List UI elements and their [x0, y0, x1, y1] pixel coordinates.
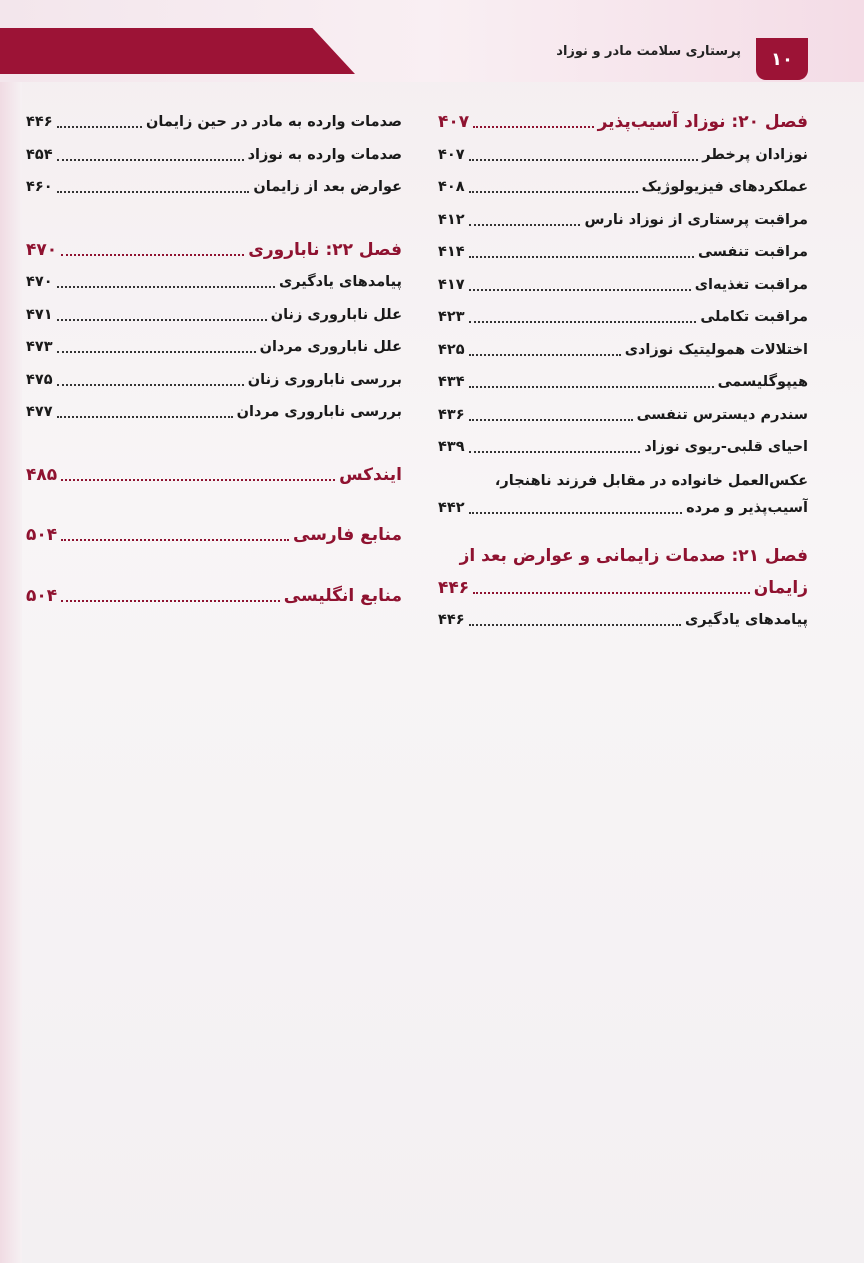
- dot-leader: [61, 539, 289, 541]
- page-ref: ۴۰۷: [438, 146, 465, 163]
- toc-item[interactable]: [438, 236, 808, 269]
- toc-item[interactable]: [438, 204, 808, 237]
- page-edge-strip: [0, 60, 22, 1263]
- dot-leader: [57, 191, 250, 193]
- dot-leader: [469, 321, 697, 323]
- dot-leader: [57, 384, 244, 386]
- toc-item-title: سندرم دیسترس تنفسی: [636, 406, 808, 423]
- page-ref: ۴۷۰: [26, 274, 53, 290]
- dot-leader: [469, 191, 638, 193]
- chapter-title: منابع انگلیسی: [283, 585, 402, 606]
- dot-leader: [61, 600, 280, 602]
- toc-item-title: مراقبت تغذیه‌ای: [694, 276, 808, 293]
- page-ref: ۴۳۹: [438, 439, 465, 455]
- spacer: [438, 522, 808, 540]
- page-ref: ۴۷۷: [26, 404, 53, 420]
- page-ref: ۵۰۴: [26, 585, 58, 606]
- toc-item-title: پیامدهای یادگیری: [279, 274, 402, 290]
- page-ref: ۴۶۰: [26, 179, 53, 195]
- page-ref: ۴۴۶: [26, 114, 53, 130]
- toc-item[interactable]: [26, 331, 402, 364]
- toc-item[interactable]: [26, 396, 402, 429]
- chapter-title: منابع فارسی: [293, 525, 402, 545]
- dot-leader: [469, 289, 691, 291]
- toc-item-title: مراقبت تکاملی: [700, 309, 808, 325]
- toc-item[interactable]: [438, 399, 808, 432]
- dot-leader: [469, 159, 699, 161]
- toc-item[interactable]: [26, 266, 402, 299]
- toc-item[interactable]: [26, 171, 402, 204]
- dot-leader: [469, 624, 681, 626]
- page-ref: ۴۷۱: [26, 306, 53, 323]
- toc-item-wrapped[interactable]: [438, 468, 808, 522]
- toc-item[interactable]: [26, 299, 402, 332]
- toc-item[interactable]: [438, 431, 808, 464]
- toc-left-column: [26, 106, 402, 612]
- dot-leader: [57, 286, 275, 288]
- chapter-title-line1: فصل ۲۱: صدمات زایمانی و عوارض بعد از: [459, 545, 808, 566]
- page-ref: ۴۲۵: [438, 341, 465, 358]
- index-entry[interactable]: [26, 459, 402, 492]
- toc-right-column: [438, 106, 808, 637]
- dot-leader: [469, 419, 633, 421]
- book-title: پرستاری سلامت مادر و نوزاد: [556, 44, 741, 59]
- page-number: ۱۰: [756, 38, 808, 80]
- dot-leader: [469, 224, 581, 226]
- dot-leader: [57, 416, 233, 418]
- toc-item[interactable]: [26, 364, 402, 397]
- page-ref: ۴۲۳: [438, 309, 465, 325]
- page-ref: ۴۷۵: [26, 371, 53, 388]
- chapter-22-entry[interactable]: [26, 234, 402, 267]
- page-ref: ۴۴۶: [438, 577, 470, 598]
- english-references-entry[interactable]: [26, 580, 402, 613]
- page-ref: ۴۸۵: [26, 464, 58, 485]
- toc-item[interactable]: [438, 171, 808, 204]
- page-ref: ۴۳۴: [438, 374, 465, 390]
- toc-item[interactable]: [438, 269, 808, 302]
- chapter-title: ایندکس: [339, 464, 402, 485]
- toc-item-last-line: [438, 494, 808, 522]
- toc-item[interactable]: [438, 301, 808, 334]
- toc-item[interactable]: [438, 604, 808, 637]
- toc-item-title: نوزادان پرخطر: [702, 146, 808, 163]
- toc-item-title: بررسی ناباروری زنان: [247, 371, 402, 388]
- page-ref: ۴۷۳: [26, 339, 53, 355]
- page-ref: ۴۱۴: [438, 244, 465, 260]
- toc-item-title: بررسی ناباروری مردان: [236, 404, 402, 420]
- page-ref: ۴۰۷: [438, 112, 470, 132]
- toc-item-title-line1: عکس‌العمل خانواده در مقابل فرزند ناهنجار،: [494, 472, 808, 489]
- dot-leader: [469, 451, 641, 453]
- page-ref: ۴۳۶: [438, 406, 465, 423]
- dot-leader: [473, 126, 593, 128]
- dot-leader: [469, 256, 694, 258]
- toc-item-title: مراقبت پرستاری از نوزاد نارس: [584, 211, 808, 228]
- dot-leader: [57, 126, 142, 128]
- spacer: [26, 552, 402, 580]
- toc-item-title: علل ناباروری زنان: [270, 306, 402, 323]
- toc-item-title: اختلالات همولیتیک نوزادی: [624, 341, 808, 358]
- dot-leader: [469, 386, 714, 388]
- toc-item[interactable]: [26, 139, 402, 172]
- page-ref: ۴۴۲: [438, 499, 465, 516]
- chapter-title: فصل ۲۰: نوزاد آسیب‌پذیر: [597, 112, 808, 132]
- toc-item[interactable]: [438, 139, 808, 172]
- page-ref: ۴۱۷: [438, 276, 465, 293]
- spacer: [26, 204, 402, 234]
- toc-item[interactable]: [438, 334, 808, 367]
- dot-leader: [57, 319, 267, 321]
- dot-leader: [61, 479, 335, 481]
- toc-item-title: علل ناباروری مردان: [259, 339, 402, 355]
- toc-item-title-line2: آسیب‌پذیر و مرده: [686, 499, 808, 516]
- chapter-21-entry[interactable]: [438, 540, 808, 605]
- dot-leader: [57, 159, 244, 161]
- page-ref: ۴۱۲: [438, 211, 465, 228]
- toc-item-title: صدمات وارده به نوزاد: [247, 146, 402, 163]
- dot-leader: [469, 512, 683, 514]
- toc-item-title: عملکردهای فیزیولوژیک: [641, 179, 808, 195]
- page-ref: ۴۵۴: [26, 146, 53, 163]
- spacer: [26, 491, 402, 519]
- dot-leader: [57, 351, 256, 353]
- toc-item-title: احیای قلبی-ریوی نوزاد: [644, 439, 808, 455]
- dot-leader: [469, 354, 621, 356]
- spacer: [26, 429, 402, 459]
- toc-item-title: صدمات وارده به مادر در حین زایمان: [146, 114, 402, 130]
- persian-references-entry[interactable]: [26, 519, 402, 552]
- chapter-title-line2: زایمان: [753, 577, 808, 598]
- page-ref: ۴۰۸: [438, 179, 465, 195]
- toc-item-title: عوارض بعد از زایمان: [253, 179, 402, 195]
- toc-item[interactable]: [26, 106, 402, 139]
- header-accent-bar: [0, 28, 355, 74]
- chapter-title: فصل ۲۲: ناباروری: [248, 239, 402, 260]
- dot-leader: [473, 592, 750, 594]
- page-ref: ۵۰۴: [26, 525, 58, 545]
- toc-item-title: پیامدهای یادگیری: [685, 612, 808, 628]
- dot-leader: [61, 254, 244, 256]
- page-ref: ۴۷۰: [26, 239, 58, 260]
- toc-item-title: هیپوگلیسمی: [717, 374, 808, 390]
- chapter-title-last-line: [438, 572, 808, 605]
- toc-item[interactable]: [438, 366, 808, 399]
- chapter-20-entry[interactable]: [438, 106, 808, 139]
- page-ref: ۴۴۶: [438, 612, 465, 628]
- toc-item-title: مراقبت تنفسی: [697, 244, 808, 260]
